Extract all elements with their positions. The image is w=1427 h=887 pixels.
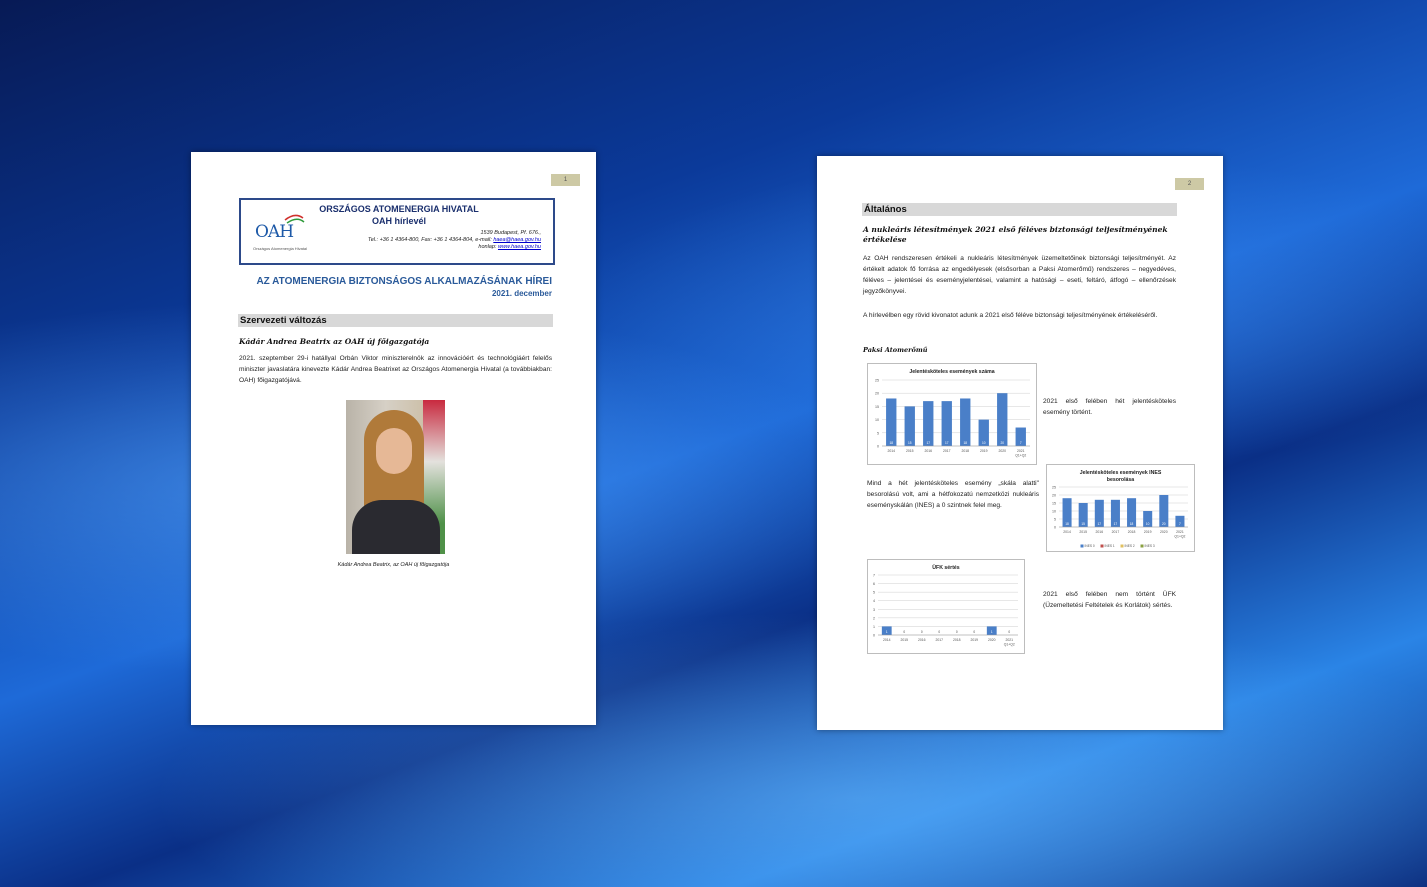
data-label: 20 [1000, 441, 1005, 445]
legend-swatch [1081, 545, 1084, 548]
contact-prefix: Tel.: +36 1 4364-800, Fax: +36 1 4364-804, e-mail: [367, 237, 494, 243]
x-tick-label: 2014 [882, 638, 891, 642]
y-tick-label: 6 [873, 582, 875, 587]
web-prefix: honlap: [478, 244, 498, 250]
org-name: ORSZÁGOS ATOMENERGIA HIVATAL [319, 204, 479, 214]
section-heading: Szervezeti változás [238, 314, 553, 327]
data-label: 0 [973, 630, 976, 634]
data-label: 18 [1129, 522, 1134, 526]
y-tick-label: 5 [873, 590, 875, 595]
x-tick-label: 2016 [1095, 530, 1104, 534]
contact-line [368, 237, 541, 243]
x-tick-label: 2015 [1079, 530, 1087, 534]
chart1-description: 2021 első felében hét jelentésköteles esemény történt. [1043, 398, 1176, 416]
document-page-1 [191, 152, 596, 725]
data-label: 0 [938, 630, 941, 634]
x-tick-label: Q1+Q2 [1174, 534, 1186, 539]
data-label: 10 [981, 441, 986, 445]
x-tick-label: 2014 [1063, 530, 1071, 534]
legend-label: INES 3 [1144, 544, 1155, 548]
y-tick-label: 20 [875, 391, 879, 396]
x-tick-label: 2018 [961, 449, 970, 453]
x-tick-label: 2021 [1016, 449, 1025, 453]
y-tick-label: 1 [873, 624, 875, 629]
x-tick-label: 2017 [942, 449, 951, 453]
data-label: 17 [926, 441, 931, 445]
chart-ines [1046, 464, 1195, 552]
x-tick-label: 2019 [1143, 530, 1152, 534]
chart3-description: 2021 első felében nem történt ÜFK (Üzemeltetési Feltételek és Korlátok) sértés. [1043, 591, 1176, 609]
data-label: 20 [1162, 522, 1166, 526]
data-label: 10 [1145, 522, 1150, 526]
subsection-title: Paksi Atomerőmű [863, 346, 928, 354]
x-tick-label: 2020 [1160, 530, 1168, 534]
x-tick-label: 2015 [905, 449, 914, 453]
chart-svg [868, 364, 1036, 464]
y-tick-label: 0 [877, 444, 879, 449]
y-tick-label: 25 [875, 378, 879, 383]
legend-label: INES 1 [1104, 544, 1115, 548]
portrait-face [376, 428, 412, 474]
data-label: 15 [907, 441, 912, 445]
y-tick-label: 2 [873, 616, 875, 621]
chart-title: Jelentésköteles események INES [1079, 470, 1162, 476]
data-label: 0 [1008, 630, 1011, 634]
chart2-description: Mind a hét jelentésköteles esemény „skála alatti" besorolású volt, ami a hétfokozatú nemzetközi nukleáris eseményskálán (INES) a 0 szintnek felel meg. [867, 480, 1039, 509]
data-label: 7 [1019, 441, 1022, 445]
y-tick-label: 5 [877, 431, 879, 436]
x-tick-label: 2019 [970, 638, 979, 642]
legend-swatch [1121, 545, 1124, 548]
newsletter-name: OAH hírlevél [371, 216, 427, 226]
x-tick-label: 2020 [987, 638, 996, 642]
x-tick-label: 2019 [979, 449, 988, 453]
section-heading: Általános [862, 203, 1177, 216]
portrait-jacket [352, 500, 440, 554]
chart-title: Jelentésköteles események száma [909, 369, 995, 375]
legend-label: INES 2 [1124, 544, 1135, 548]
y-tick-label: 5 [1054, 517, 1056, 522]
y-tick-label: 7 [873, 573, 875, 578]
y-tick-label: 10 [1052, 509, 1056, 514]
main-title: AZ ATOMENERGIA BIZTONSÁGOS ALKALMAZÁSÁNAK HÍREI [256, 276, 552, 287]
data-label: 18 [963, 441, 968, 445]
article-paragraph-2: A hírlevélben egy rövid kivonatot adunk a 2021 első féléve biztonsági teljesítményének értékeléséről. [863, 312, 1158, 319]
data-label: 15 [1081, 522, 1085, 526]
y-tick-label: 4 [873, 599, 875, 604]
article-title: Kádár Andrea Beatrix az OAH új főigazgatója [239, 337, 430, 346]
data-label: 18 [1065, 522, 1069, 526]
x-tick-label: 2017 [1111, 530, 1120, 534]
x-tick-label: Q1+Q2 [1015, 453, 1027, 458]
y-tick-label: 15 [1052, 501, 1056, 506]
x-tick-label: 2021 [1176, 530, 1184, 534]
data-label: 18 [889, 441, 894, 445]
data-label: 17 [1113, 522, 1118, 526]
chart-svg [868, 560, 1024, 653]
legend-swatch [1101, 545, 1104, 548]
chart-title: besorolása [1106, 477, 1135, 483]
page-number: 1 [551, 174, 580, 186]
article-paragraph-1: Az OAH rendszeresen értékeli a nukleáris létesítmények üzemeltetőinek biztonsági teljesítményét. Az értékelt adatok fő forrása az engedélyesek (elsősorban a Paksi Atomerőmű) rendszeres – negyedéves, féléves – jelentései és eseményjelentései, valamint a hatósági – eseti, feltáró, átfogó – ellenőrzések jegyzőkönyvei. [863, 255, 1176, 295]
y-tick-label: 10 [875, 418, 879, 423]
x-tick-label: 2018 [952, 638, 961, 642]
data-label: 1 [990, 630, 993, 634]
legend-label: INES 0 [1084, 544, 1095, 548]
data-label: 0 [955, 630, 958, 634]
bar [960, 398, 970, 446]
x-tick-label: Q1+Q2 [1003, 642, 1015, 647]
data-label: 17 [1097, 522, 1102, 526]
portrait-photo [346, 400, 445, 554]
data-label: 0 [920, 630, 923, 634]
chart-svg [1047, 465, 1194, 551]
photo-caption: Kádár Andrea Beatrix, az OAH új főigazgatója [337, 562, 450, 568]
data-label: 7 [1179, 522, 1181, 526]
bar [942, 401, 952, 446]
y-tick-label: 25 [1052, 485, 1056, 490]
postal-address: 1539 Budapest, Pf. 676., [480, 230, 541, 236]
web-link[interactable]: www.haea.gov.hu [497, 244, 541, 250]
bar [886, 398, 896, 446]
newsletter-header [239, 198, 555, 265]
y-tick-label: 15 [875, 404, 879, 409]
article-body: 2021. szeptember 29-i hatállyal Orbán Viktor miniszterelnök az innovációért és technológiáért felelős miniszter javaslatára kinevezte Kádár Andrea Beatrixet az Országos Atomenergia Hivatal (a továbbiakban: OAH) főigazgatójává. [239, 355, 552, 384]
data-label: 0 [903, 630, 906, 634]
y-tick-label: 20 [1052, 493, 1056, 498]
page-number: 2 [1175, 178, 1204, 190]
x-tick-label: 2016 [924, 449, 933, 453]
x-tick-label: 2015 [900, 638, 909, 642]
web-line [478, 244, 541, 250]
y-tick-label: 3 [873, 607, 875, 612]
x-tick-label: 2020 [998, 449, 1007, 453]
article-title: A nukleáris létesítmények 2021 első féléves biztonsági teljesítményének értékelése [863, 225, 1168, 244]
issue-date: 2021. december [491, 289, 552, 298]
chart-ufk [867, 559, 1025, 654]
legend-swatch [1141, 545, 1144, 548]
document-page-2 [817, 156, 1223, 730]
y-tick-label: 0 [873, 633, 875, 638]
y-tick-label: 0 [1054, 525, 1056, 530]
logo-text: OAH [255, 222, 294, 242]
bar [923, 401, 933, 446]
logo-subtitle: Országos Atomenergia Hivatal [253, 246, 308, 251]
bar [997, 393, 1007, 446]
chart-title: ÜFK sértés [932, 565, 960, 571]
email-link[interactable]: haea@haea.gov.hu [493, 237, 541, 243]
chart-events [867, 363, 1037, 465]
x-tick-label: 2016 [917, 638, 926, 642]
x-tick-label: 2017 [935, 638, 944, 642]
x-tick-label: 2021 [1005, 638, 1014, 642]
x-tick-label: 2014 [887, 449, 896, 453]
data-label: 17 [944, 441, 949, 445]
data-label: 1 [885, 630, 888, 634]
x-tick-label: 2018 [1127, 530, 1136, 534]
